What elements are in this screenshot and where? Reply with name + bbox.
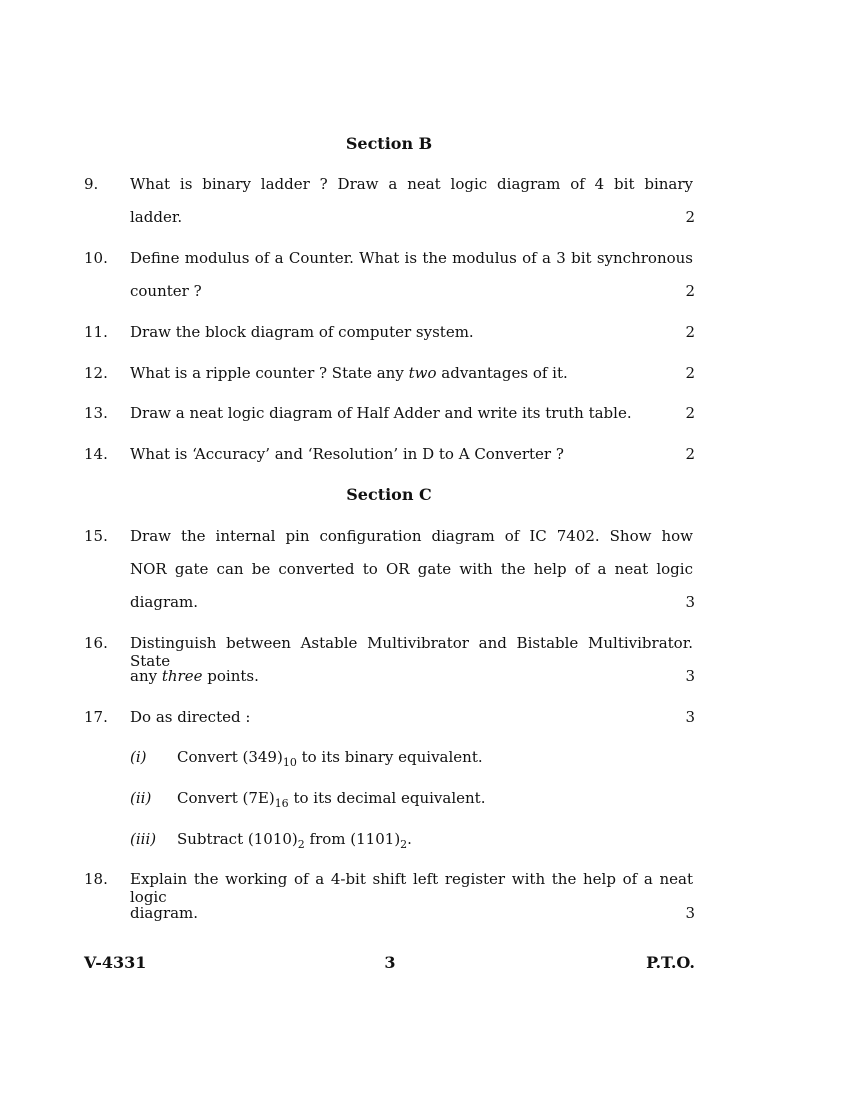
question-15-text-line2: NOR gate can be converted to OR gate with the help of a neat logic [130, 560, 693, 578]
question-17-iii-mid: from (1101) [309, 830, 401, 848]
question-12-text-pre: What is a ripple counter ? State any [130, 364, 404, 382]
question-16-text-post: points. [207, 667, 259, 685]
question-9-text-line1: What is binary ladder ? Draw a neat logic diagram of 4 bit binary [130, 175, 693, 193]
question-17-i-pre: Convert (349) [177, 748, 283, 766]
page-number: 3 [384, 953, 396, 972]
question-14-text: What is ‘Accuracy’ and ‘Resolution’ in D to A Converter ? [130, 445, 564, 463]
question-17-i-base: 10 [282, 756, 297, 769]
question-18-number: 18. [84, 870, 108, 888]
question-16-number: 16. [84, 634, 108, 652]
question-13-text: Draw a neat logic diagram of Half Adder and write its truth table. [130, 404, 632, 422]
pto-label: P.T.O. [646, 953, 695, 972]
question-10-text-line2: counter ? [130, 282, 202, 300]
question-10-number: 10. [84, 249, 108, 267]
paper-code: V-4331 [84, 953, 147, 972]
question-15-text-line1: Draw the internal pin configuration diagram of IC 7402. Show how [130, 527, 693, 545]
question-12-text [130, 364, 693, 382]
question-17-i-post: to its binary equivalent. [301, 748, 483, 766]
question-11-text: Draw the block diagram of computer system. [130, 323, 474, 341]
question-12-emphasis: two [408, 364, 437, 382]
question-17-ii-post: to its decimal equivalent. [293, 789, 486, 807]
question-17-ii-number: (ii) [130, 789, 152, 807]
question-17-ii-pre: Convert (7E) [177, 789, 275, 807]
question-18-marks: 3 [685, 904, 695, 922]
question-12-number: 12. [84, 364, 108, 382]
question-13-number: 13. [84, 404, 108, 422]
section-b-title: Section B [345, 134, 433, 153]
question-18-text-line2: diagram. [130, 904, 199, 922]
question-11-marks: 2 [685, 323, 695, 341]
question-17-iii-end: . [407, 830, 412, 848]
question-16-text-pre: any [130, 667, 158, 685]
question-9-marks: 2 [685, 208, 695, 226]
question-15-marks: 3 [685, 593, 695, 611]
question-12-text-post: advantages of it. [441, 364, 568, 382]
question-10-marks: 2 [685, 282, 695, 300]
question-16-text-line2 [130, 667, 693, 685]
question-17-iii-number: (iii) [130, 830, 157, 848]
question-17-i-text [177, 748, 483, 769]
question-16-emphasis: three [161, 667, 203, 685]
question-16-marks: 3 [685, 667, 695, 685]
question-12-marks: 2 [685, 364, 695, 382]
question-11-number: 11. [84, 323, 108, 341]
question-16-text-line1: Distinguish between Astable Multivibrator and Bistable Multivibrator. State [130, 634, 693, 670]
question-17-iii-text [177, 830, 412, 851]
question-15-number: 15. [84, 527, 108, 545]
question-17-i-number: (i) [130, 748, 147, 766]
question-10-text-line1: Define modulus of a Counter. What is the modulus of a 3 bit synchronous [130, 249, 693, 267]
question-17-number: 17. [84, 708, 108, 726]
question-18-text-line1: Explain the working of a 4-bit shift left register with the help of a neat logic [130, 870, 693, 906]
question-15-text-line3: diagram. [130, 593, 199, 611]
question-14-number: 14. [84, 445, 108, 463]
question-9-text-line2: ladder. [130, 208, 183, 226]
question-17-iii-pre: Subtract (1010) [177, 830, 298, 848]
question-13-marks: 2 [685, 404, 695, 422]
question-14-marks: 2 [685, 445, 695, 463]
question-17-ii-text [177, 789, 486, 810]
question-17-iii-base1: 2 [297, 838, 305, 851]
question-17-ii-base: 16 [274, 797, 289, 810]
question-9-number: 9. [84, 175, 99, 193]
question-17-marks: 3 [685, 708, 695, 726]
section-c-title: Section C [346, 485, 432, 504]
question-17-iii-base2: 2 [400, 838, 408, 851]
question-17-text: Do as directed : [130, 708, 251, 726]
